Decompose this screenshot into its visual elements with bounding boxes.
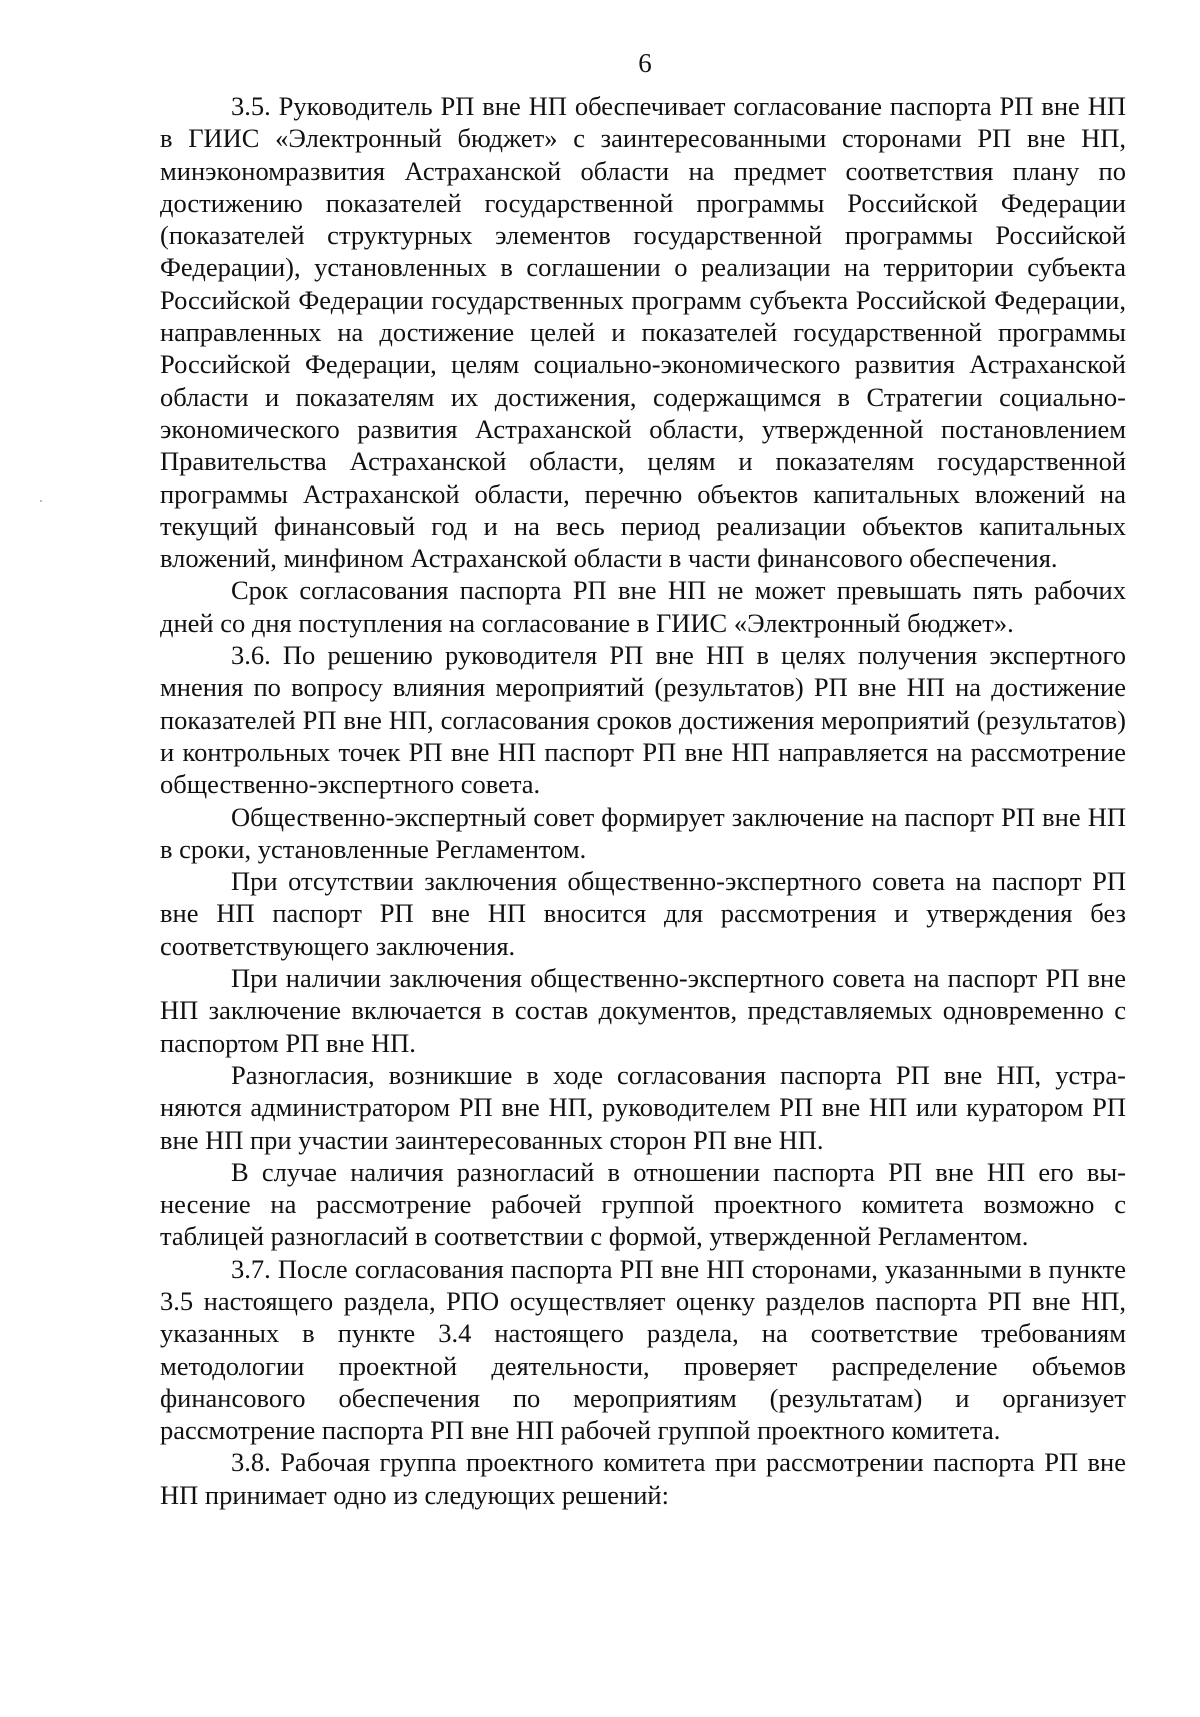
paragraph-3-6: 3.6. По решению руководителя РП вне НП в целях получения экспертного мнения по вопросу влияния мероприятий (результатов) РП вне НП на достижение показателей РП вне НП, согласования сроков достижения мероприятий (результатов) и контрольных точек РП вне НП паспорт РП вне НП направляется на рассмотрение общественно-экспертного совета. [160,640,1126,800]
paragraph-3-8: 3.8. Рабочая группа проектного комитета при рассмотрении паспорта РП вне НП принимает одно из следующих решений: [160,1447,1126,1510]
paragraph-disagreements: Разногласия, возникшие в ходе согласования паспорта РП вне НП, устраняются администратором РП вне НП, руководителем РП вне НП или куратором РП вне НП при участии заинтересованных сторон РП вне НП. [160,1059,1126,1155]
paragraph-with-conclusion: При наличии заключения общественно-экспертного совета на паспорт РП вне НП заключение включается в состав документов, представляемых одновременно с паспортом РП вне НП. [160,963,1126,1058]
paragraph-3-7: 3.7. После согласования паспорта РП вне НП сторонами, указанными в пункте 3.5 настоящего раздела, РПО осуществляет оценку разделов паспорта РП вне НП, указанных в пункте 3.4 настоящего раздела, на соответствие требованиям методологии проектной деятельности, проверяет распределение объемов финансового обеспечения по мероприятиям (результатам) и организует рассмотрение паспорта РП вне НП рабочей группой проектного комитета. [160,1253,1126,1446]
paragraph-no-conclusion: При отсутствии заключения общественно-экспертного совета на паспорт РП вне НП паспорт РП вне НП вносится для рассмотрения и утверждения без соответствующего заключения. [160,866,1126,961]
paragraph-expert-council: Общественно-экспертный совет формирует заключение на паспорт РП вне НП в сроки, установленные Регламентом. [160,801,1126,864]
paragraph-3-5: 3.5. Руководитель РП вне НП обеспечивает согласование паспорта РП вне НП в ГИИС «Электронный бюджет» с заинтересованными сторонами РП вне НП, минэкономразвития Астраханской области на предмет соответствия плану по достижению показателей государственной программы Российской Федерации (показателей структурных элементов государственной программы Российской Федерации), установленных в соглашении о реализации на территории субъекта Российской Федерации государственных программ субъекта Российской Федерации, направленных на достижение целей и показателей государственной программы Российской Федерации, целям социально-экономического развития Астраханской области и показателям их достижения, содержащимся в Стратегии социально-экономического развития Астраханской области, утвержденной постановлением Правительства Астраханской области, целям и показателям государственной программы Астраханской области, перечню объектов капитальных вложений на текущий финансовый год и на весь период реализации объектов капитальных вложений, минфином Астраханской области в части финансового обеспечения. [160,91,1126,574]
page-number: 6 [638,48,652,78]
paragraph-disagreements-table: В случае наличия разногласий в отношении паспорта РП вне НП его вынесение на рассмотрение рабочей группой проектного комитета возможно с таблицей разногласий в соответствии с формой, утвержденной Регламентом. [160,1156,1126,1252]
paragraph-approval-term: Срок согласования паспорта РП вне НП не может превышать пять рабочих дней со дня поступления на согласование в ГИИС «Электронный бюджет». [160,575,1126,638]
scan-speck [40,500,42,502]
document-body [160,90,1126,1511]
